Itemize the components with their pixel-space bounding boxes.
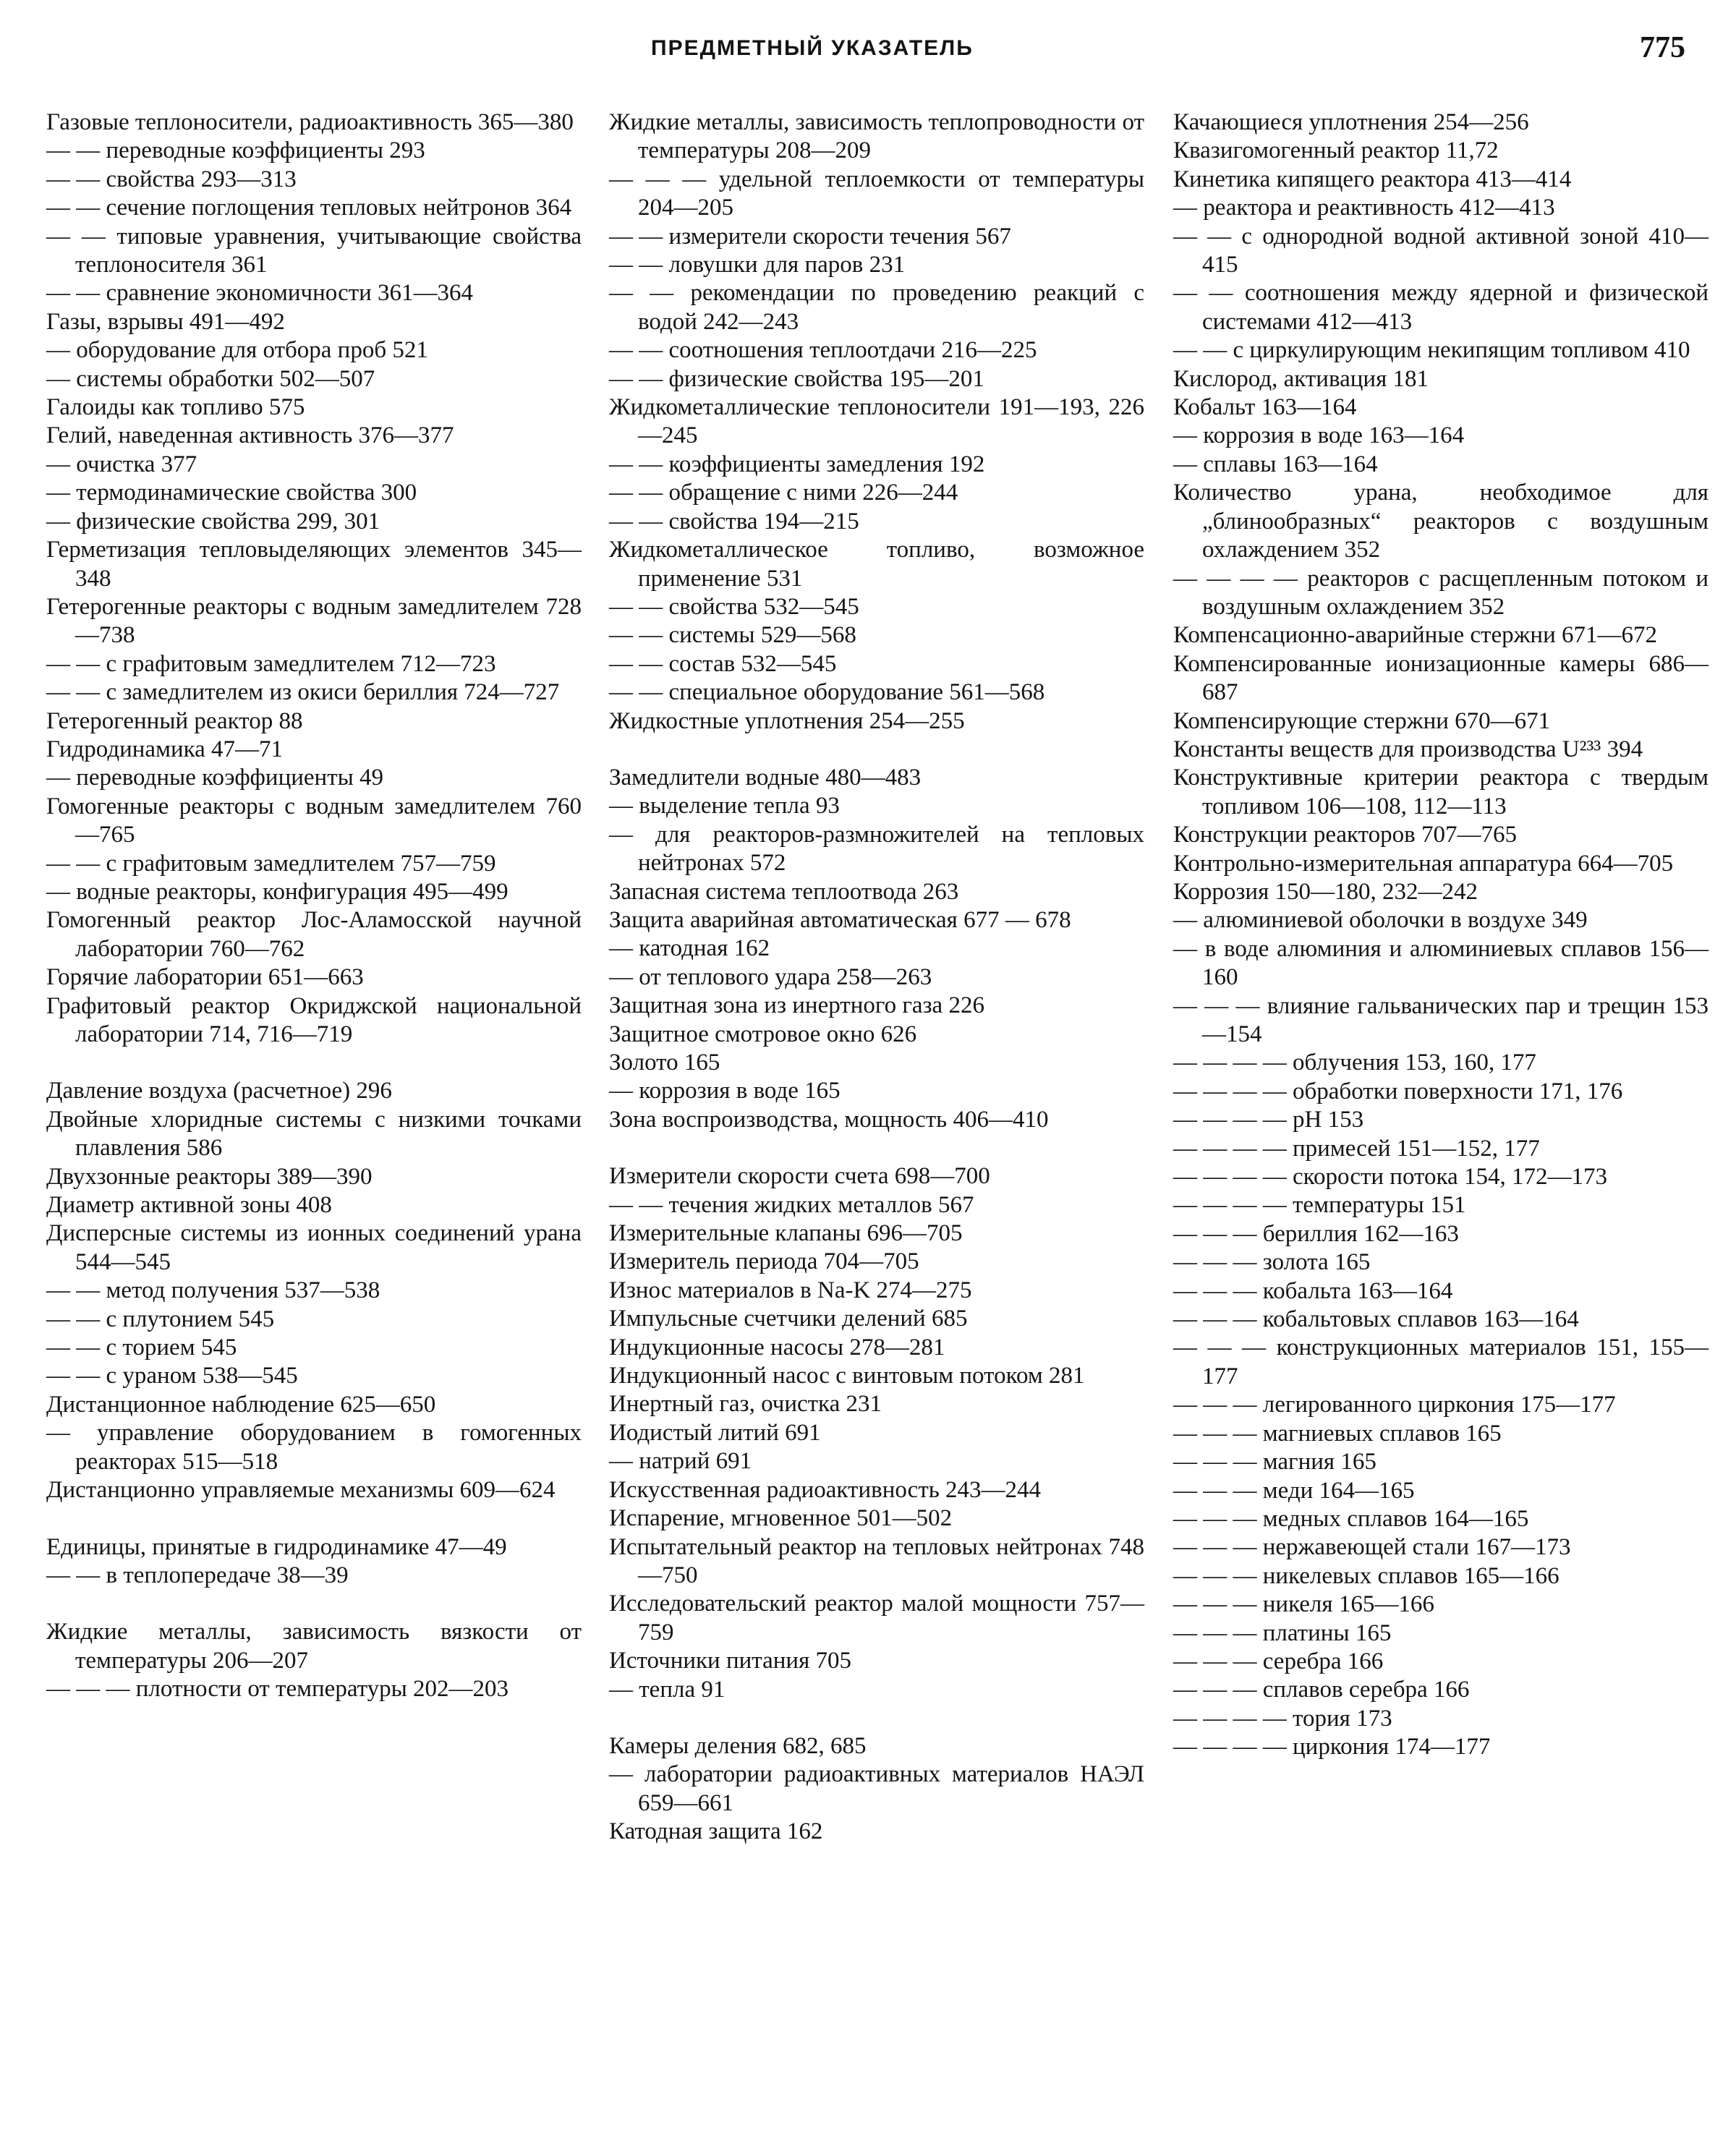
index-entry: — — свойства 532—545	[609, 593, 859, 620]
index-entry: Графитовый реактор Окриджской национальной лаборатории 714, 716—719	[46, 992, 582, 1047]
index-entry: Защита аварийная автоматическая 677 — 678	[609, 906, 1071, 933]
index-entry: — — с графитовым замедлителем 757—759	[46, 850, 496, 877]
page-number: 775	[1640, 31, 1685, 64]
index-entry: — — — серебра 166	[1173, 1648, 1384, 1674]
index-entry: Конструктивные критерии реактора с твердым топливом 106—108, 112—113	[1173, 765, 1709, 819]
index-entry: Защитная зона из инертного газа 226	[609, 992, 984, 1019]
index-entry: — — — плотности от температуры 202—203	[46, 1676, 509, 1703]
index-entry: — коррозия в воде 165	[609, 1078, 841, 1104]
index-entry: Импульсные счетчики делений 685	[609, 1306, 968, 1332]
index-entry: — — ловушки для паров 231	[609, 252, 906, 278]
index-entry: Галоиды как топливо 575	[46, 394, 305, 421]
index-entry: Константы веществ для производства U²³³ 394	[1173, 736, 1643, 762]
index-entry: — физические свойства 299, 301	[46, 508, 380, 535]
index-entry: — — — магния 165	[1173, 1449, 1377, 1476]
index-entry: — — физические свойства 195—201	[609, 365, 984, 392]
index-entry: Иодистый литий 691	[609, 1419, 821, 1446]
index-entry: Жидкостные уплотнения 254—255	[609, 707, 965, 734]
index-entry: Кинетика кипящего реактора 413—414	[1173, 166, 1572, 192]
index-entry: — — с ураном 538—545	[46, 1363, 298, 1389]
index-entry: Гетерогенные реакторы с водным замедлителем 728—738	[46, 593, 582, 649]
index-entry: — — — — циркония 174—177	[1173, 1734, 1491, 1760]
index-entry: — тепла 91	[609, 1676, 726, 1703]
index-entry: Квазигомогенный реактор 11,72	[1173, 137, 1499, 164]
index-entry: Измерительные клапаны 696—705	[609, 1220, 963, 1247]
index-entry: — оборудование для отбора проб 521	[46, 337, 428, 364]
index-entry: — — метод получения 537—538	[46, 1277, 380, 1304]
index-entry: — — специальное оборудование 561—568	[609, 679, 1045, 706]
index-entry: — — — золота 165	[1173, 1249, 1371, 1276]
index-entry: — катодная 162	[609, 935, 770, 962]
index-entry: — — — — температуры 151	[1173, 1192, 1466, 1219]
index-entry: Исследовательский реактор малой мощности 757—759	[609, 1591, 1144, 1645]
index-entry: Двухзонные реакторы 389—390	[46, 1163, 373, 1190]
index-entry: Компенсированные ионизационные камеры 686—687	[1173, 650, 1709, 706]
index-entry: — выделение тепла 93	[609, 793, 840, 819]
index-entry: — — соотношения между ядерной и физической системами 412—413	[1173, 280, 1709, 335]
index-entry: — — — удельной теплоемкости от температуры 204—205	[609, 166, 1144, 221]
index-entry: Камеры деления 682, 685	[609, 1732, 867, 1759]
index-entry: — — рекомендации по проведению реакций с водой 242—243	[609, 280, 1144, 335]
index-entry: — системы обработки 502—507	[46, 365, 375, 392]
index-entry: — — течения жидких металлов 567	[609, 1191, 974, 1218]
index-entry: — — — — облучения 153, 160, 177	[1173, 1049, 1536, 1076]
index-entry: — очистка 377	[46, 451, 197, 477]
index-entry: — — с графитовым замедлителем 712—723	[46, 650, 496, 677]
index-entry: Запасная система теплоотвода 263	[609, 878, 959, 905]
index-entry: Диаметр активной зоны 408	[46, 1192, 332, 1219]
section-gap	[46, 1505, 582, 1533]
index-entry: — переводные коэффициенты 49	[46, 765, 384, 791]
index-entry: — коррозия в воде 163—164	[1173, 422, 1465, 449]
index-entry: Единицы, принятые в гидродинамике 47—49	[46, 1533, 507, 1560]
index-entry: Жидкометаллическое топливо, возможное применение 531	[609, 537, 1144, 592]
index-entry: — — — конструкционных материалов 151, 155—177	[1173, 1334, 1709, 1389]
index-entry: Кобальт 163—164	[1173, 394, 1357, 421]
index-entry: — — соотношения теплоотдачи 216—225	[609, 337, 1037, 364]
index-entry: — — — — примесей 151—152, 177	[1173, 1135, 1540, 1162]
index-entry: Замедлители водные 480—483	[609, 764, 922, 791]
index-entry: Дистанционное наблюдение 625—650	[46, 1391, 436, 1418]
page-header	[0, 30, 1736, 88]
index-entry: — — — — реакторов с расщепленным потоком и воздушным охлаждением 352	[1173, 565, 1709, 620]
index-entry: — — с торием 545	[46, 1334, 237, 1361]
index-entry: — — — бериллия 162—163	[1173, 1220, 1459, 1247]
index-entry: — — — сплавов серебра 166	[1173, 1677, 1470, 1703]
index-entry: — сплавы 163—164	[1173, 451, 1378, 477]
index-entry: — — — — скорости потока 154, 172—173	[1173, 1164, 1607, 1191]
index-entry: — — состав 532—545	[609, 650, 837, 677]
index-entry: Искусственная радиоактивность 243—244	[609, 1476, 1042, 1503]
index-entry: — — с циркулирующим некипящим топливом 410	[1173, 337, 1690, 364]
index-entry: Газовые теплоносители, радиоактивность 365—380	[46, 109, 574, 135]
index-entry: Индукционный насос с винтовым потоком 281	[609, 1363, 1085, 1389]
index-column-2	[609, 108, 1144, 1847]
index-entry: — водные реакторы, конфигурация 495—499	[46, 878, 509, 905]
index-entry: — — — кобальта 163—164	[1173, 1277, 1453, 1304]
index-entry: — — — — pH 153	[1173, 1107, 1364, 1133]
section-gap	[609, 736, 1144, 764]
index-entry: Жидкие металлы, зависимость вязкости от температуры 206—207	[46, 1619, 582, 1674]
index-column-1	[46, 108, 582, 1704]
index-entry: — в воде алюминия и алюминиевых сплавов 156—160	[1173, 935, 1709, 991]
index-entry: — — с однородной водной активной зоной 410—415	[1173, 223, 1709, 278]
index-entry: Конструкции реакторов 707—765	[1173, 822, 1517, 848]
index-entry: Гомогенный реактор Лос-Аламосской научной лаборатории 760—762	[46, 907, 582, 962]
index-entry: Коррозия 150—180, 232—242	[1173, 878, 1478, 905]
index-entry: Гетерогенный реактор 88	[46, 707, 303, 734]
index-entry: — — — — тория 173	[1173, 1705, 1392, 1732]
index-entry: — термодинамические свойства 300	[46, 480, 417, 506]
index-entry: Двойные хлоридные системы с низкими точками плавления 586	[46, 1106, 582, 1162]
index-entry: — — сравнение экономичности 361—364	[46, 280, 474, 307]
index-entry: Газы, взрывы 491—492	[46, 308, 285, 335]
index-entry: — — — влияние гальванических пар и трещин 153—154	[1173, 992, 1709, 1047]
index-entry: — — — медных сплавов 164—165	[1173, 1505, 1529, 1532]
index-entry: — натрий 691	[609, 1448, 752, 1475]
index-entry: Гидродинамика 47—71	[46, 736, 284, 762]
index-entry: Герметизация тепловыделяющих элементов 345—348	[46, 537, 582, 592]
index-entry: — — свойства 293—313	[46, 166, 297, 192]
index-entry: Зона воспроизводства, мощность 406—410	[609, 1106, 1049, 1133]
running-title: ПРЕДМЕТНЫЙ УКАЗАТЕЛЬ	[651, 36, 974, 60]
index-entry: — — системы 529—568	[609, 622, 856, 649]
index-entry: Защитное смотровое окно 626	[609, 1021, 917, 1047]
index-entry: — — — магниевых сплавов 165	[1173, 1420, 1502, 1447]
index-entry: — реактора и реактивность 412—413	[1173, 195, 1555, 221]
index-entry: — лаборатории радиоактивных материалов НАЭЛ 659—661	[609, 1761, 1144, 1816]
index-column-3	[1173, 108, 1709, 1762]
index-entry: — от теплового удара 258—263	[609, 963, 932, 990]
index-entry: — управление оборудованием в гомогенных реакторах 515—518	[46, 1420, 582, 1475]
index-entry: — — коэффициенты замедления 192	[609, 451, 985, 477]
index-entry: — — — никеля 165—166	[1173, 1591, 1434, 1618]
index-entry: Компенсирующие стержни 670—671	[1173, 707, 1551, 734]
section-gap	[46, 1049, 582, 1077]
index-entry: Индукционные насосы 278—281	[609, 1334, 945, 1361]
index-entry: Жидкие металлы, зависимость теплопроводности от температуры 208—209	[609, 109, 1144, 164]
index-entry: — алюминиевой оболочки в воздухе 349	[1173, 907, 1588, 934]
index-entry: — — в теплопередаче 38—39	[46, 1562, 349, 1588]
index-entry: — — с замедлителем из окиси бериллия 724—727	[46, 679, 560, 706]
index-entry: Дистанционно управляемые механизмы 609—624	[46, 1477, 556, 1504]
index-entry: Износ материалов в Na-K 274—275	[609, 1277, 972, 1303]
index-entry: — — переводные коэффициенты 293	[46, 137, 425, 164]
index-entry: — — свойства 194—215	[609, 508, 859, 535]
index-entry: — для реакторов-размножителей на тепловых нейтронах 572	[609, 821, 1144, 877]
index-entry: — — — платины 165	[1173, 1619, 1392, 1646]
index-entry: — — сечение поглощения тепловых нейтронов 364	[46, 195, 572, 221]
index-entry: — — — никелевых сплавов 165—166	[1173, 1562, 1560, 1589]
index-entry: Давление воздуха (расчетное) 296	[46, 1078, 392, 1104]
index-entry: Гелий, наведенная активность 376—377	[46, 422, 454, 449]
index-entry: Инертный газ, очистка 231	[609, 1391, 882, 1418]
index-entry: Жидкометаллические теплоносители 191—193, 226—245	[609, 394, 1144, 449]
index-entry: — — с плутонием 545	[46, 1306, 275, 1332]
index-entry: Катодная защита 162	[609, 1818, 823, 1845]
index-entry: Источники питания 705	[609, 1648, 852, 1674]
index-entry: — — измерители скорости течения 567	[609, 223, 1011, 250]
index-entry: — — — меди 164—165	[1173, 1477, 1415, 1504]
index-entry: — — — кобальтовых сплавов 163—164	[1173, 1306, 1579, 1333]
index-entry: Кислород, активация 181	[1173, 365, 1429, 392]
index-entry: Компенсационно-аварийные стержни 671—672	[1173, 622, 1657, 649]
index-entry: Испытательный реактор на тепловых нейтронах 748—750	[609, 1533, 1144, 1588]
index-entry: Испарение, мгновенное 501—502	[609, 1505, 953, 1532]
index-entry: — — — — обработки поверхности 171, 176	[1173, 1078, 1623, 1104]
index-entry: — — обращение с ними 226—244	[609, 480, 958, 506]
index-entry: — — — легированного циркония 175—177	[1173, 1392, 1616, 1418]
section-gap	[609, 1134, 1144, 1162]
index-entry: Горячие лаборатории 651—663	[46, 964, 364, 991]
index-entry: — — — нержавеющей стали 167—173	[1173, 1534, 1571, 1561]
index-entry: Количество урана, необходимое для „блинообразных“ реакторов с воздушным охлаждением 352	[1173, 480, 1709, 563]
index-entry: Качающиеся уплотнения 254—256	[1173, 109, 1529, 135]
index-entry: Контрольно-измерительная аппаратура 664—705	[1173, 850, 1674, 877]
index-entry: Дисперсные системы из ионных соединений урана 544—545	[46, 1220, 582, 1275]
index-entry: — — типовые уравнения, учитывающие свойства теплоносителя 361	[46, 223, 582, 278]
section-gap	[609, 1704, 1144, 1732]
index-entry: Золото 165	[609, 1049, 720, 1076]
index-entry: Гомогенные реакторы с водным замедлителем 760—765	[46, 793, 582, 848]
index-entry: Измерители скорости счета 698—700	[609, 1163, 990, 1190]
index-entry: Измеритель периода 704—705	[609, 1248, 919, 1275]
section-gap	[46, 1590, 582, 1618]
